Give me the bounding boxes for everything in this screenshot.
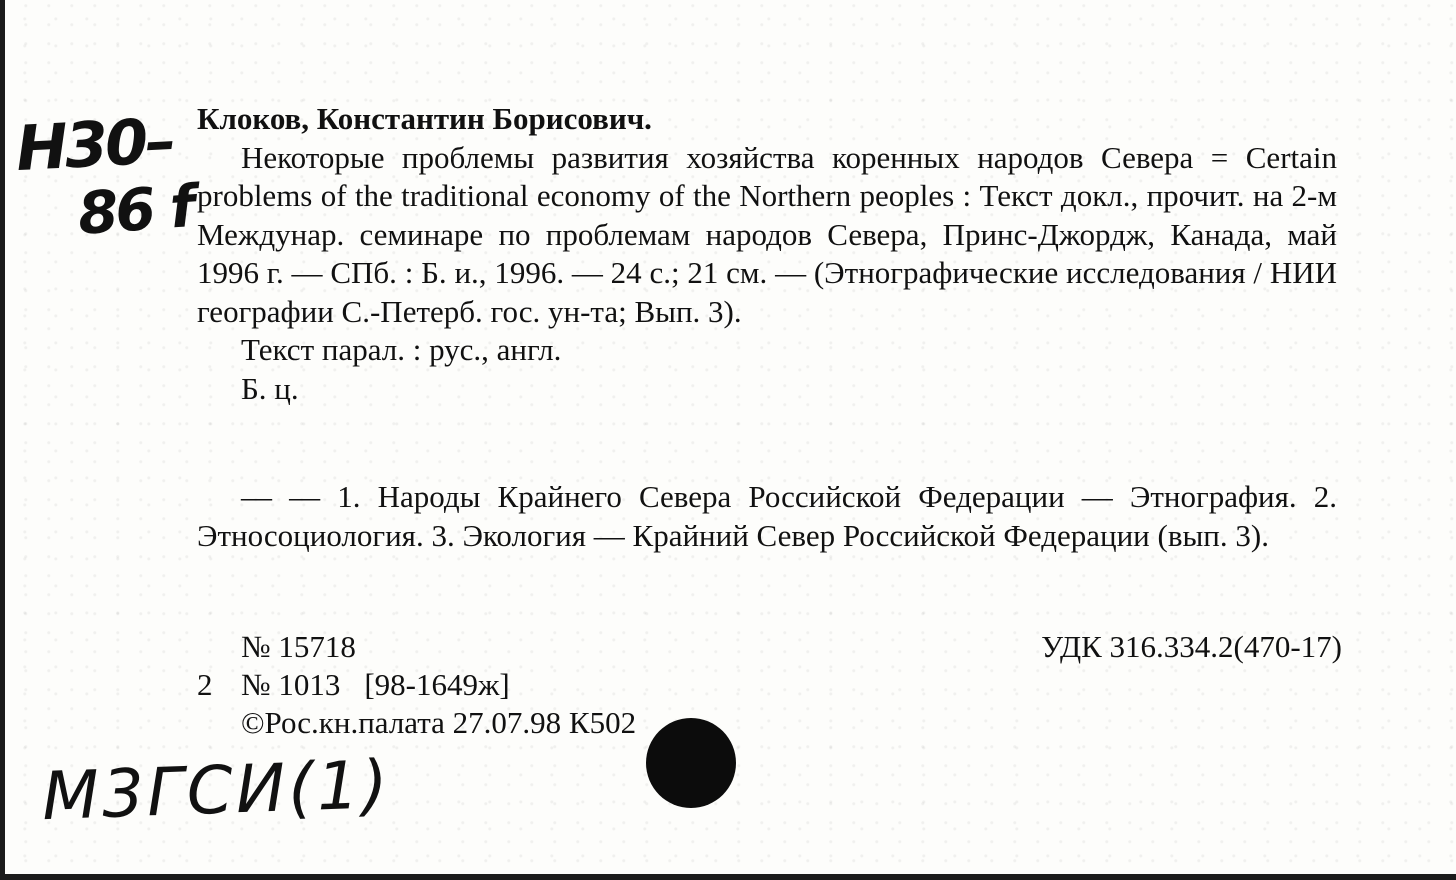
chamber-stamp: ©Рос.кн.палата 27.07.98 К502 <box>241 705 637 740</box>
main-entry: Некоторые проблемы развития хозяйства коренных народов Севера = Certain problems of the traditional economy of the Northern peoples : Текст докл., прочит. на 2-м Междунар. семинаре по проблемам народов Севера, Принс-Джордж, Канада, май 1996 г. — СПб. : Б. и., 1996. — 24 с.; 21 см. — (Этнографические исследования / НИИ географии С.-Петерб. гос. ун-та; Вып. 3). <box>197 139 1337 329</box>
author-heading: Клоков, Константин Борисович. <box>197 101 652 136</box>
punch-hole <box>646 718 736 808</box>
handwritten-shelf-mark-line1: Н30– <box>14 103 175 186</box>
registration-code: [98-1649ж] <box>364 667 510 702</box>
handwritten-inventory-note: М3ГСИ(1) <box>40 745 392 836</box>
subject-headings-block <box>197 478 1337 555</box>
copies-count: 2 <box>197 667 213 702</box>
bibliographic-record <box>197 100 1337 408</box>
price-note: Б. ц. <box>241 370 299 406</box>
card-footer <box>197 628 1342 742</box>
footer-row-3 <box>197 704 1342 742</box>
record-number: № 15718 <box>241 629 356 664</box>
subject-headings: — — 1. Народы Крайнего Севера Российской Федерации — Этнография. 2. Этносоциология. 3. Экология — Крайний Север Российской Федерации (вып. 3). <box>197 479 1337 553</box>
card-number: № 1013 <box>241 667 341 702</box>
handwritten-shelf-mark-line2: 86 f <box>75 172 195 248</box>
language-note: Текст парал. : рус., англ. <box>241 332 562 367</box>
udc-code: УДК 316.334.2(470-17) <box>1041 629 1342 664</box>
footer-row-1 <box>197 628 1342 666</box>
footer-row-2 <box>197 666 1342 704</box>
